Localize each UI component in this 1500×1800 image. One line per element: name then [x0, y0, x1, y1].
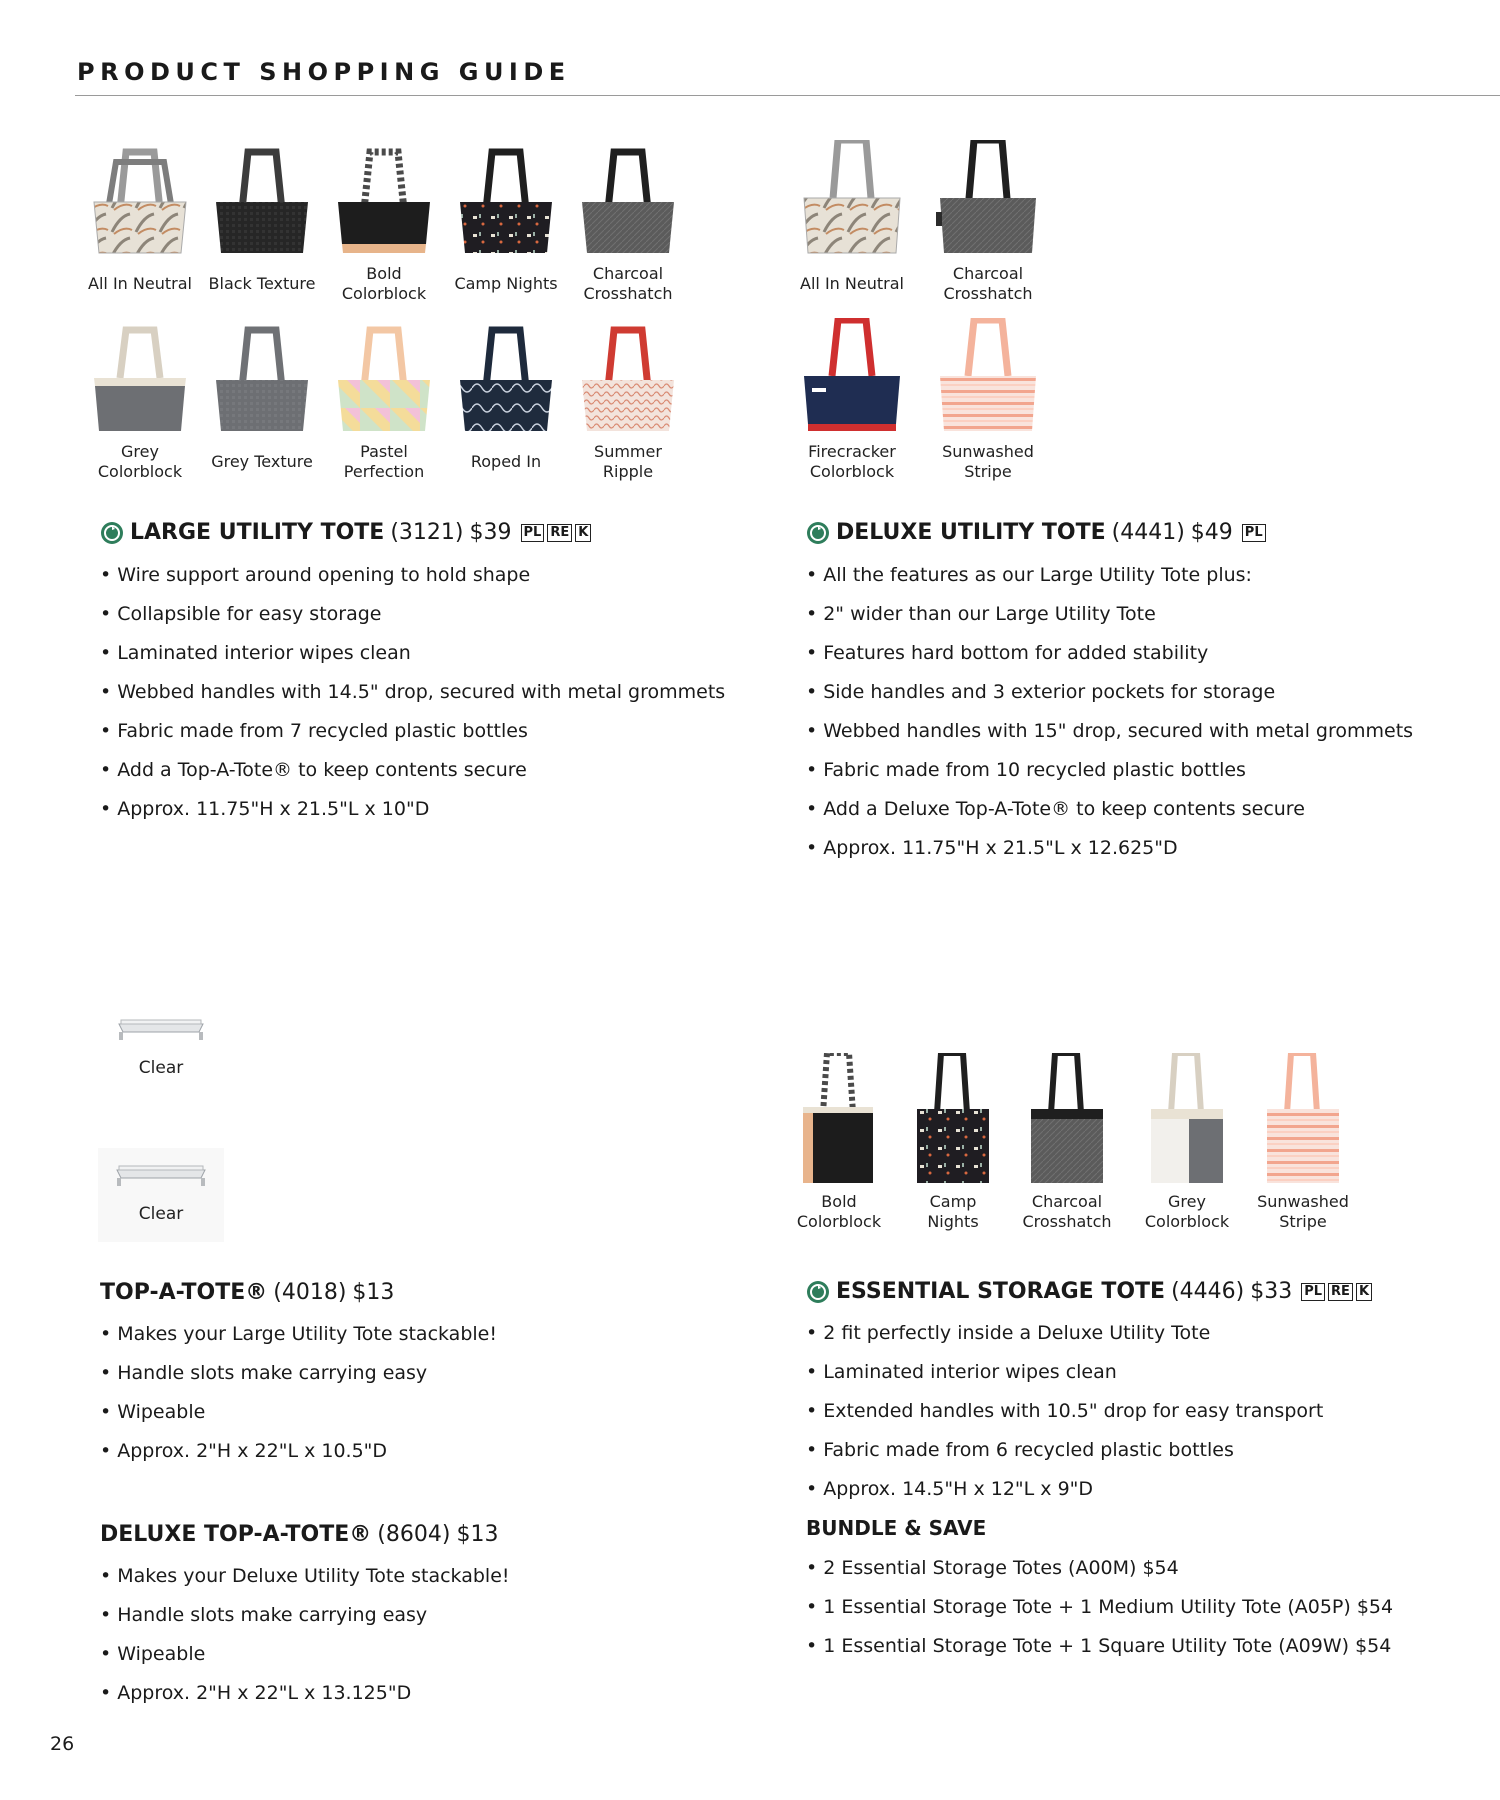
swatch-label: Bold Colorblock — [796, 1192, 882, 1231]
list-item: • Features hard bottom for added stability — [806, 634, 1413, 673]
list-item: • Makes your Large Utility Tote stackable! — [100, 1315, 497, 1354]
essential-storage-tote-features — [806, 1314, 1323, 1509]
list-item: • Extended handles with 10.5" drop for easy transport — [806, 1392, 1323, 1431]
swatch-label: Camp Nights — [454, 274, 558, 293]
list-item: • Laminated interior wipes clean — [100, 634, 725, 673]
list-item: • Laminated interior wipes clean — [806, 1353, 1323, 1392]
list-item: • Collapsible for easy storage — [100, 595, 725, 634]
swatch-essential-bold-colorblock[interactable] — [777, 1053, 901, 1232]
swatch-large-charcoal-crosshatch[interactable] — [566, 140, 690, 304]
list-item: • Webbed handles with 14.5" drop, secured with metal grommets — [100, 673, 725, 712]
large-utility-tote-features — [100, 556, 725, 829]
swatch-large-grey-colorblock[interactable] — [78, 318, 202, 482]
deluxe-top-a-tote-title: DELUXE TOP-A-TOTE® (8604) $13 — [100, 1522, 499, 1547]
lid-image — [111, 1010, 211, 1040]
swatch-label: Roped In — [470, 452, 542, 471]
tote-image — [574, 318, 682, 438]
swatch-label: Grey Colorblock — [1144, 1192, 1230, 1231]
swatch-label: Charcoal Crosshatch — [1022, 1192, 1112, 1231]
swatch-label: Summer Ripple — [594, 442, 662, 481]
badge-re: RE — [1328, 1283, 1353, 1301]
large-utility-tote-title: LARGE UTILITY TOTE (3121) $39 PL RE K — [100, 520, 591, 545]
bundle-save-list — [806, 1549, 1393, 1666]
tote-image — [1133, 1053, 1241, 1188]
tote-image — [934, 140, 1042, 260]
list-item: • All the features as our Large Utility Tote plus: — [806, 556, 1413, 595]
swatch-large-grey-texture[interactable] — [200, 318, 324, 482]
swatch-label: Sunwashed Stripe — [1257, 1192, 1349, 1231]
recycle-icon — [806, 521, 830, 545]
badge-pl: PL — [521, 524, 545, 542]
swatch-deluxe-firecracker-colorblock[interactable] — [790, 318, 914, 482]
deluxe-utility-tote-features — [806, 556, 1413, 868]
tote-image — [798, 140, 906, 260]
tote-image — [86, 140, 194, 260]
list-item: • Add a Deluxe Top-A-Tote® to keep contents secure — [806, 790, 1413, 829]
page-title: PRODUCT SHOPPING GUIDE — [77, 58, 571, 86]
swatch-essential-sunwashed-stripe[interactable] — [1241, 1053, 1365, 1232]
swatch-label: Charcoal Crosshatch — [583, 264, 673, 303]
swatch-large-all-in-neutral[interactable] — [78, 140, 202, 304]
list-item: • Approx. 11.75"H x 21.5"L x 10"D — [100, 790, 725, 829]
list-item: • Wipeable — [100, 1635, 510, 1674]
swatch-deluxe-sunwashed-stripe[interactable] — [926, 318, 1050, 482]
list-item: • Fabric made from 6 recycled plastic bottles — [806, 1431, 1323, 1470]
badge-pl: PL — [1301, 1283, 1325, 1301]
list-item: • Wire support around opening to hold shape — [100, 556, 725, 595]
tote-image — [452, 140, 560, 260]
list-item: • Fabric made from 7 recycled plastic bottles — [100, 712, 725, 751]
deluxe-top-a-tote-lid-swatch[interactable] — [98, 1148, 224, 1242]
swatch-deluxe-all-in-neutral[interactable] — [790, 140, 914, 304]
tote-image — [208, 318, 316, 438]
swatch-essential-grey-colorblock[interactable] — [1125, 1053, 1249, 1232]
list-item: • Fabric made from 10 recycled plastic bottles — [806, 751, 1413, 790]
tote-image — [1013, 1053, 1121, 1188]
top-a-tote-lid-swatch[interactable] — [98, 1010, 224, 1078]
tote-image — [798, 318, 906, 438]
tote-image — [86, 318, 194, 438]
header-rule — [75, 95, 1500, 96]
swatch-essential-camp-nights[interactable] — [891, 1053, 1015, 1232]
swatch-essential-charcoal-crosshatch[interactable] — [1005, 1053, 1129, 1232]
lid-label: Clear — [138, 1058, 184, 1078]
swatch-label: Bold Colorblock — [341, 264, 427, 303]
swatch-large-bold-colorblock[interactable] — [322, 140, 446, 304]
essential-storage-tote-title: ESSENTIAL STORAGE TOTE (4446) $33 PL RE K — [806, 1279, 1372, 1304]
swatch-large-summer-ripple[interactable] — [566, 318, 690, 482]
lid-label: Clear — [138, 1204, 184, 1224]
swatch-deluxe-charcoal-crosshatch[interactable] — [926, 140, 1050, 304]
list-item: • Wipeable — [100, 1393, 497, 1432]
badge-pl: PL — [1242, 524, 1266, 542]
swatch-label: All In Neutral — [88, 274, 192, 293]
tote-image — [208, 140, 316, 260]
swatch-label: Camp Nights — [927, 1192, 979, 1231]
badge-k: K — [1356, 1283, 1372, 1301]
swatch-label: Charcoal Crosshatch — [943, 264, 1033, 303]
tote-image — [785, 1053, 893, 1188]
list-item: • Makes your Deluxe Utility Tote stackable! — [100, 1557, 510, 1596]
page-number: 26 — [50, 1733, 75, 1755]
list-item: • 2 fit perfectly inside a Deluxe Utility Tote — [806, 1314, 1323, 1353]
list-item: • Add a Top-A-Tote® to keep contents secure — [100, 751, 725, 790]
list-item: • Approx. 14.5"H x 12"L x 9"D — [806, 1470, 1323, 1509]
swatch-large-black-texture[interactable] — [200, 140, 324, 304]
swatch-large-roped-in[interactable] — [444, 318, 568, 482]
list-item: • Webbed handles with 15" drop, secured with metal grommets — [806, 712, 1413, 751]
list-item: • 1 Essential Storage Tote + 1 Medium Utility Tote (A05P) $54 — [806, 1588, 1393, 1627]
deluxe-utility-tote-title: DELUXE UTILITY TOTE (4441) $49 PL — [806, 520, 1266, 545]
list-item: • 1 Essential Storage Tote + 1 Square Utility Tote (A09W) $54 — [806, 1627, 1393, 1666]
bundle-save-heading: BUNDLE & SAVE — [806, 1516, 987, 1540]
swatch-label: Firecracker Colorblock — [808, 442, 896, 481]
swatch-label: Grey Texture — [211, 452, 313, 471]
swatch-large-pastel-perfection[interactable] — [322, 318, 446, 482]
top-a-tote-title: TOP-A-TOTE® (4018) $13 — [100, 1280, 395, 1305]
list-item: • 2" wider than our Large Utility Tote — [806, 595, 1413, 634]
tote-image — [934, 318, 1042, 438]
list-item: • Side handles and 3 exterior pockets for storage — [806, 673, 1413, 712]
top-a-tote-features — [100, 1315, 497, 1471]
tote-image — [1249, 1053, 1357, 1188]
swatch-label: Grey Colorblock — [97, 442, 183, 481]
badge-k: K — [575, 524, 591, 542]
swatch-label: Pastel Perfection — [343, 442, 425, 481]
badge-re: RE — [547, 524, 572, 542]
swatch-large-camp-nights[interactable] — [444, 140, 568, 304]
list-item: • Approx. 2"H x 22"L x 10.5"D — [100, 1432, 497, 1471]
list-item: • 2 Essential Storage Totes (A00M) $54 — [806, 1549, 1393, 1588]
swatch-label: Sunwashed Stripe — [942, 442, 1034, 481]
list-item: • Approx. 11.75"H x 21.5"L x 12.625"D — [806, 829, 1413, 868]
tote-image — [574, 140, 682, 260]
list-item: • Handle slots make carrying easy — [100, 1596, 510, 1635]
swatch-label: Black Texture — [208, 274, 316, 293]
recycle-icon — [806, 1280, 830, 1304]
tote-image — [330, 140, 438, 260]
recycle-icon — [100, 521, 124, 545]
deluxe-top-a-tote-features — [100, 1557, 510, 1713]
list-item: • Approx. 2"H x 22"L x 13.125"D — [100, 1674, 510, 1713]
swatch-label: All In Neutral — [800, 274, 904, 293]
tote-image — [330, 318, 438, 438]
list-item: • Handle slots make carrying easy — [100, 1354, 497, 1393]
tote-image — [899, 1053, 1007, 1188]
lid-image — [111, 1156, 211, 1186]
tote-image — [452, 318, 560, 438]
